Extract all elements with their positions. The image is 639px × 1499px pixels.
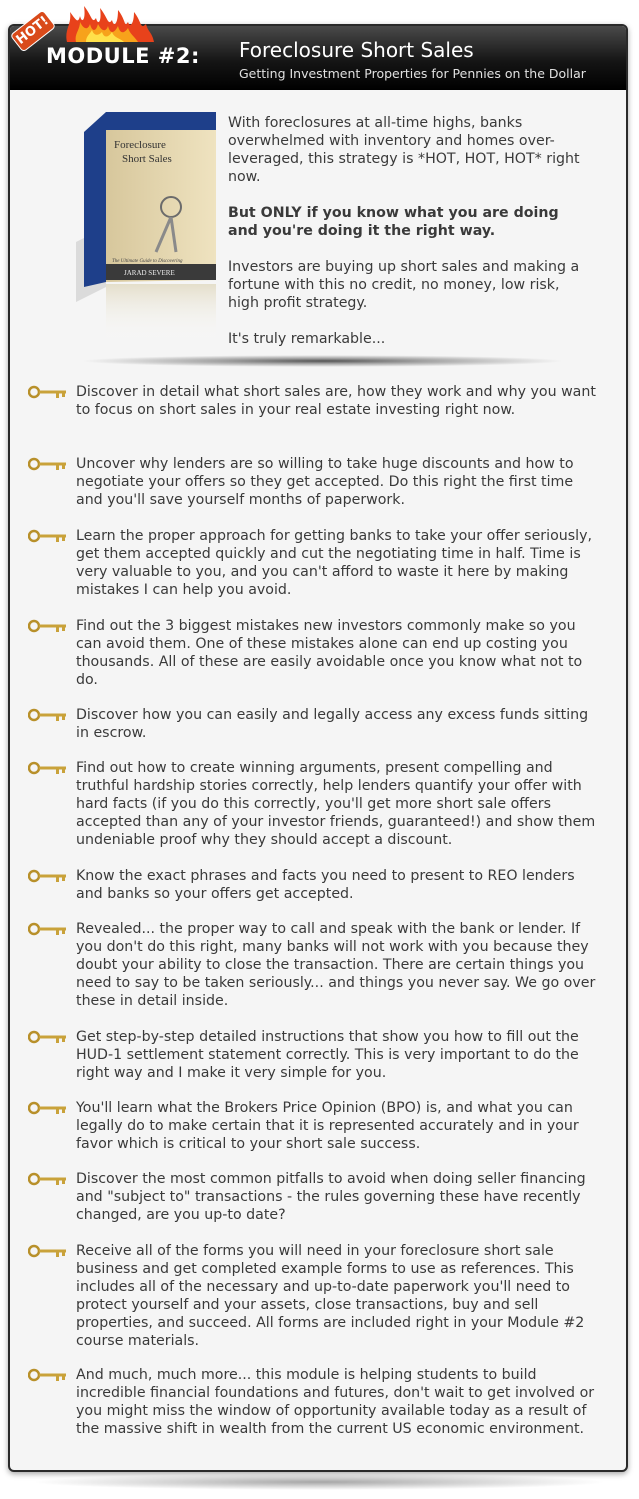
key-icon <box>28 922 68 936</box>
module-title: Foreclosure Short Sales <box>239 38 474 62</box>
key-icon <box>28 1172 68 1186</box>
benefit-text: Find out how to create winning arguments, present compelling and truthful hardship stories correctly, help lenders quantify your offer with hard facts (if you do this correctly, you'll get more short sale offers accepted than any of your investor friends, guaranteed!) and show them undeniable proof why they should accept a discount. <box>76 760 596 848</box>
key-icon <box>28 529 68 543</box>
book-author: JARAD SEVERE <box>124 269 175 277</box>
benefit-text: Get step-by-step detailed instructions that show you how to fill out the HUD-1 settlement statement correctly. This is very important to do the right way and I make it very simple for you. <box>76 1029 579 1081</box>
benefit-text: Revealed... the proper way to call and speak with the bank or lender. If you don't do this right, many banks will not work with you because they doubt your ability to close the transaction. There are certain things you need to say to be taken seriously... and things you never say. We go over these in detail inside. <box>76 921 596 1009</box>
intro-paragraph-3: Investors are buying up short sales and making a fortune with this no credit, no money, low risk, high profit strategy. <box>228 259 580 311</box>
module-subtitle: Getting Investment Properties for Pennies on the Dollar <box>239 66 586 81</box>
benefit-text: Find out the 3 biggest mistakes new investors commonly make so you can avoid them. One of these mistakes alone can end up costing you thousands. All of these are easily avoidable once you know what not to do. <box>76 618 583 688</box>
key-icon <box>28 1244 68 1258</box>
benefit-text: Know the exact phrases and facts you need to present to REO lenders and banks so your offers get accepted. <box>76 868 575 902</box>
hot-badge: HOT! <box>10 9 57 52</box>
book-title-line2: Short Sales <box>122 153 172 165</box>
section-divider <box>80 355 565 367</box>
intro-paragraph-4: It's truly remarkable... <box>228 331 386 347</box>
benefit-text: Discover in detail what short sales are, how they work and why you want to focus on short sales in your real estate investing right now. <box>76 384 596 418</box>
key-icon <box>28 708 68 722</box>
benefit-text: And much, much more... this module is helping students to build incredible financial foundations and futures, don't wait to get involved or you might miss the window of opportunity available today as a result of the massive shift in wealth from the current US economic environment. <box>76 1367 595 1437</box>
benefit-text: Discover the most common pitfalls to avoid when doing seller financing and "subject to" transactions - the rules governing these have recently changed, are you up-to date? <box>76 1171 586 1223</box>
benefit-text: Discover how you can easily and legally access any excess funds sitting in escrow. <box>76 707 589 741</box>
benefit-text: Learn the proper approach for getting banks to take your offer seriously, get them accepted quickly and cut the negotiating time in half. Time is very valuable to you, and you can't afford to waste it here by making mistakes I can help you avoid. <box>76 528 592 598</box>
key-icon <box>28 869 68 883</box>
benefit-text: Uncover why lenders are so willing to take huge discounts and how to negotiate your offers so they get accepted. Do this right the first time and you'll save yourself months of paperwork. <box>76 456 574 508</box>
benefit-text: You'll learn what the Brokers Price Opinion (BPO) is, and what you can legally do to make certain that it is represented accurately and in your favor which is critical to your short sale success. <box>76 1100 579 1152</box>
intro-paragraph-2: But ONLY if you know what you are doing and you're doing it the right way. <box>228 205 559 239</box>
svg-text:The Ultimate Guide to Discover: The Ultimate Guide to Discovering <box>112 259 183 264</box>
benefit-text: Receive all of the forms you will need in your foreclosure short sale business and get completed example forms to use as references. This includes all of the necessary and up-to-date paperwork you'll need to protect yourself and your assets, close transactions, buy and sell properties, and succeed. All forms are included right in your Module #2 course materials. <box>76 1243 585 1349</box>
module-label: MODULE #2: <box>46 44 200 68</box>
intro-paragraph-1: With foreclosures at all-time highs, banks overwhelmed with inventory and homes over-leveraged, this strategy is *HOT, HOT, HOT* right now. <box>228 115 580 185</box>
key-icon <box>28 1030 68 1044</box>
course-book-image <box>76 112 216 347</box>
key-icon <box>28 619 68 633</box>
key-icon <box>28 1101 68 1115</box>
key-icon <box>28 385 68 399</box>
key-icon <box>28 457 68 471</box>
key-icon <box>28 1368 68 1382</box>
intro-copy <box>228 114 583 366</box>
book-title-line1: Foreclosure <box>114 139 166 151</box>
key-icon <box>28 761 68 775</box>
panel-shadow <box>30 1474 608 1490</box>
flames-icon <box>62 2 157 42</box>
